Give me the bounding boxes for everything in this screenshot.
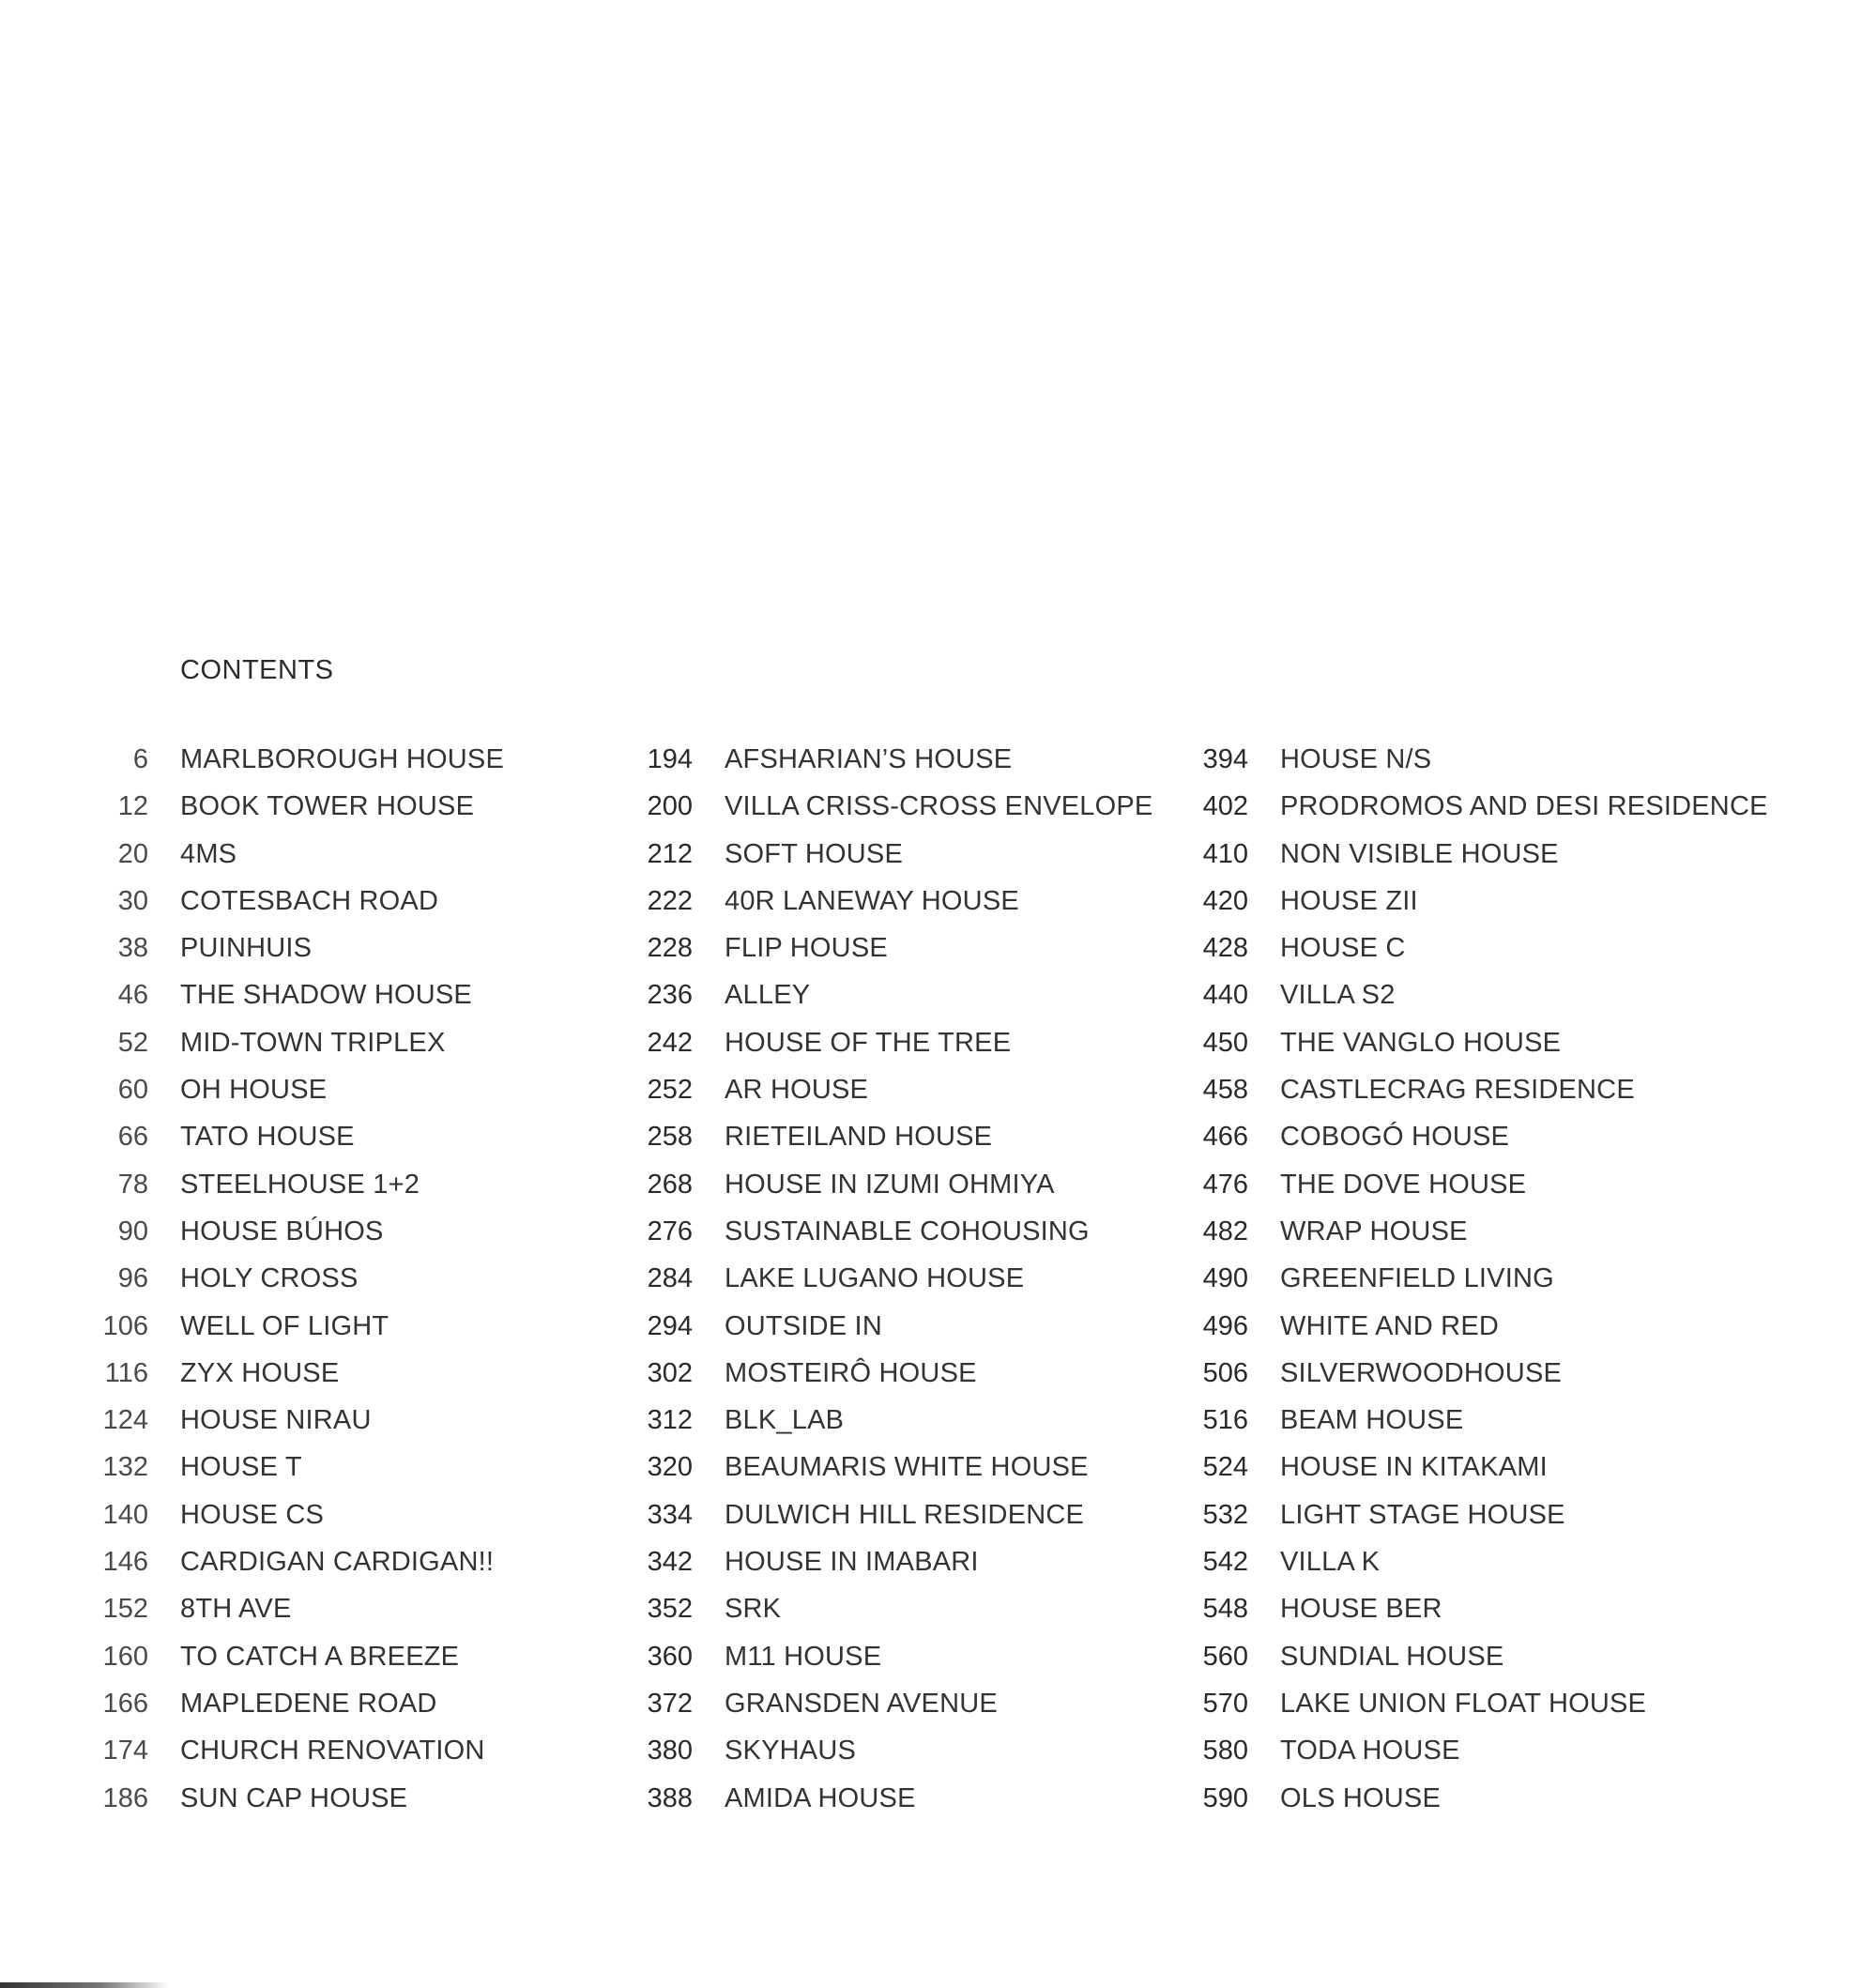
entry-title: 4MS [180,838,237,869]
entry-title: FLIP HOUSE [725,933,888,964]
entry-title: THE DOVE HOUSE [1280,1169,1527,1200]
entry-title: MID-TOWN TRIPLEX [180,1027,446,1058]
entry-page-number: 334 [647,1499,693,1530]
contents-entry [1194,1263,1768,1310]
contents-entry [1194,1028,1768,1075]
entry-title: CARDIGAN CARDIGAN!! [180,1547,495,1578]
contents-entry [1194,980,1768,1027]
contents-entry [1194,933,1768,980]
contents-entry [94,1783,504,1830]
entry-title: HOUSE BER [1280,1594,1442,1625]
entry-title: SUN CAP HOUSE [180,1782,408,1813]
contents-entry [94,1028,504,1075]
entry-title: OH HOUSE [180,1075,328,1106]
entry-title: AMIDA HOUSE [725,1782,916,1813]
entry-page-number: 440 [1202,980,1248,1011]
entry-page-number: 466 [1202,1122,1248,1153]
contents-entry [1194,1170,1768,1216]
contents-entry [638,1689,1152,1736]
contents-column-3 [1194,744,1768,1830]
entry-page-number: 284 [647,1263,693,1294]
entry-page-number: 222 [647,885,693,916]
contents-entry [94,1170,504,1216]
entry-page-number: 490 [1202,1263,1248,1294]
entry-page-number: 124 [102,1405,148,1436]
entry-page-number: 116 [104,1357,148,1388]
contents-entry [1194,1736,1768,1782]
entry-page-number: 388 [647,1782,693,1813]
entry-title: TODA HOUSE [1280,1736,1460,1766]
entry-title: OLS HOUSE [1280,1782,1442,1813]
contents-entry [94,1594,504,1641]
entry-title: SRK [725,1594,782,1625]
contents-entry [94,1405,504,1452]
contents-entry [638,886,1152,933]
entry-title: PRODROMOS AND DESI RESIDENCE [1280,791,1768,822]
entry-title: VILLA CRISS-CROSS ENVELOPE [725,791,1153,822]
contents-entry [638,1500,1152,1547]
entry-page-number: 140 [102,1499,148,1530]
entry-page-number: 548 [1202,1594,1248,1625]
entry-page-number: 166 [102,1688,148,1719]
contents-entry [1194,1783,1768,1830]
contents-entry [94,1311,504,1358]
entry-title: WRAP HOUSE [1280,1216,1468,1246]
entry-title: COBOGÓ HOUSE [1280,1122,1510,1153]
entry-title: LAKE LUGANO HOUSE [725,1263,1025,1294]
entry-title: TO CATCH A BREEZE [180,1641,460,1672]
contents-entry [94,1452,504,1499]
entry-page-number: 342 [647,1547,693,1578]
contents-entry [638,933,1152,980]
entry-title: CHURCH RENOVATION [180,1736,485,1766]
contents-entry [94,1122,504,1169]
entry-page-number: 580 [1202,1736,1248,1766]
contents-entry [94,886,504,933]
entry-title: NON VISIBLE HOUSE [1280,838,1559,869]
scan-edge-mark [0,1982,169,1988]
entry-title: RIETEILAND HOUSE [725,1122,993,1153]
entry-page-number: 570 [1202,1688,1248,1719]
entry-title: PUINHUIS [180,933,313,964]
contents-entry [1194,1311,1768,1358]
entry-page-number: 52 [117,1027,148,1058]
entry-title: SOFT HOUSE [725,838,903,869]
contents-entry [94,839,504,886]
entry-title: VILLA S2 [1280,980,1396,1011]
entry-title: MAPLEDENE ROAD [180,1688,437,1719]
entry-title: ZYX HOUSE [180,1357,340,1388]
entry-page-number: 302 [647,1357,693,1388]
entry-title: HOUSE N/S [1280,744,1432,774]
entry-page-number: 236 [647,980,693,1011]
entry-page-number: 372 [647,1688,693,1719]
entry-title: TATO HOUSE [180,1122,355,1153]
entry-title: THE SHADOW HOUSE [180,980,472,1011]
contents-entry [1194,1075,1768,1122]
entry-title: BEAUMARIS WHITE HOUSE [725,1452,1089,1483]
entry-page-number: 66 [117,1122,148,1153]
entry-title: THE VANGLO HOUSE [1280,1027,1562,1058]
contents-entry [638,1547,1152,1594]
entry-page-number: 532 [1202,1499,1248,1530]
contents-entry [638,839,1152,886]
contents-entry [1194,1594,1768,1641]
contents-entry [1194,1452,1768,1499]
entry-page-number: 482 [1202,1216,1248,1246]
contents-entry [638,1642,1152,1689]
entry-title: LIGHT STAGE HOUSE [1280,1499,1565,1530]
contents-entry [1194,1122,1768,1169]
contents-entry [1194,1547,1768,1594]
entry-page-number: 320 [647,1452,693,1483]
entry-page-number: 194 [647,744,693,774]
contents-entry [638,1736,1152,1782]
contents-entry [638,1594,1152,1641]
entry-title: AR HOUSE [725,1075,869,1106]
entry-page-number: 312 [647,1405,693,1436]
entry-page-number: 132 [102,1452,148,1483]
contents-entry [94,1642,504,1689]
entry-page-number: 352 [647,1594,693,1625]
entry-title: HOUSE IN KITAKAMI [1280,1452,1548,1483]
entry-title: 40R LANEWAY HOUSE [725,885,1019,916]
entry-page-number: 428 [1202,933,1248,964]
entry-page-number: 228 [647,933,693,964]
entry-page-number: 394 [1202,744,1248,774]
contents-entry [1194,1216,1768,1263]
entry-page-number: 46 [117,980,148,1011]
contents-entry [94,1736,504,1782]
entry-title: HOUSE IN IMABARI [725,1547,979,1578]
entry-page-number: 78 [117,1169,148,1200]
entry-title: HOUSE OF THE TREE [725,1027,1012,1058]
entry-title: BEAM HOUSE [1280,1405,1464,1436]
entry-title: HOUSE T [180,1452,302,1483]
contents-entry [1194,1642,1768,1689]
entry-title: DULWICH HILL RESIDENCE [725,1499,1085,1530]
entry-title: AFSHARIAN’S HOUSE [725,744,1013,774]
entry-page-number: 476 [1202,1169,1248,1200]
entry-page-number: 200 [647,791,693,822]
contents-entry [1194,1358,1768,1405]
contents-column-2 [638,744,1152,1830]
entry-page-number: 450 [1202,1027,1248,1058]
entry-title: CASTLECRAG RESIDENCE [1280,1075,1635,1106]
entry-page-number: 152 [102,1594,148,1625]
entry-page-number: 420 [1202,885,1248,916]
entry-page-number: 496 [1202,1310,1248,1341]
entry-title: HOUSE IN IZUMI OHMIYA [725,1169,1055,1200]
contents-entry [638,1075,1152,1122]
contents-entry [638,744,1152,791]
entry-page-number: 410 [1202,838,1248,869]
contents-entry [638,1405,1152,1452]
entry-page-number: 146 [102,1547,148,1578]
entry-page-number: 160 [102,1641,148,1672]
contents-entry [638,1170,1152,1216]
entry-title: HOUSE NIRAU [180,1405,372,1436]
contents-entry [1194,744,1768,791]
contents-entry [638,1452,1152,1499]
contents-entry [638,1028,1152,1075]
entry-page-number: 294 [647,1310,693,1341]
entry-page-number: 458 [1202,1075,1248,1106]
entry-page-number: 174 [102,1736,148,1766]
contents-entry [638,1122,1152,1169]
entry-page-number: 268 [647,1169,693,1200]
entry-title: MARLBOROUGH HOUSE [180,744,504,774]
entry-title: WHITE AND RED [1280,1310,1499,1341]
contents-entry [638,1358,1152,1405]
entry-page-number: 258 [647,1122,693,1153]
entry-title: SUSTAINABLE COHOUSING [725,1216,1090,1246]
entry-title: STEELHOUSE 1+2 [180,1169,420,1200]
contents-column-1 [94,744,504,1830]
entry-title: M11 HOUSE [725,1641,882,1672]
entry-page-number: 90 [117,1216,148,1246]
entry-title: HOUSE CS [180,1499,325,1530]
contents-heading: CONTENTS [180,655,334,685]
contents-entry [1194,1405,1768,1452]
entry-page-number: 30 [117,885,148,916]
entry-page-number: 590 [1202,1782,1248,1813]
entry-page-number: 12 [117,791,148,822]
entry-title: VILLA K [1280,1547,1381,1578]
entry-title: COTESBACH ROAD [180,885,439,916]
contents-entry [1194,1689,1768,1736]
entry-title: MOSTEIRÔ HOUSE [725,1357,977,1388]
entry-page-number: 524 [1202,1452,1248,1483]
entry-page-number: 6 [132,744,148,774]
entry-page-number: 252 [647,1075,693,1106]
entry-title: SKYHAUS [725,1736,856,1766]
entry-title: WELL OF LIGHT [180,1310,389,1341]
entry-page-number: 242 [647,1027,693,1058]
contents-entry [94,1263,504,1310]
contents-entry [94,1216,504,1263]
contents-entry [94,1500,504,1547]
entry-title: GREENFIELD LIVING [1280,1263,1554,1294]
contents-entry [638,1263,1152,1310]
entry-page-number: 360 [647,1641,693,1672]
entry-page-number: 506 [1202,1357,1248,1388]
entry-page-number: 186 [102,1782,148,1813]
entry-title: HOLY CROSS [180,1263,359,1294]
contents-entry [94,791,504,838]
entry-page-number: 560 [1202,1641,1248,1672]
contents-entry [1194,839,1768,886]
entry-title: BOOK TOWER HOUSE [180,791,475,822]
entry-title: SILVERWOODHOUSE [1280,1357,1563,1388]
entry-page-number: 212 [647,838,693,869]
contents-entry [1194,791,1768,838]
contents-entry [638,1311,1152,1358]
entry-title: HOUSE C [1280,933,1406,964]
contents-entry [94,980,504,1027]
contents-entry [94,1689,504,1736]
entry-page-number: 60 [117,1075,148,1106]
entry-page-number: 402 [1202,791,1248,822]
entry-page-number: 20 [117,838,148,869]
entry-page-number: 38 [117,933,148,964]
entry-page-number: 542 [1202,1547,1248,1578]
entry-title: OUTSIDE IN [725,1310,882,1341]
contents-entry [1194,1500,1768,1547]
entry-page-number: 96 [117,1263,148,1294]
contents-entry [94,1358,504,1405]
contents-entry [1194,886,1768,933]
entry-title: GRANSDEN AVENUE [725,1688,998,1719]
entry-title: LAKE UNION FLOAT HOUSE [1280,1688,1647,1719]
contents-entry [94,744,504,791]
contents-entry [638,1783,1152,1830]
contents-entry [638,980,1152,1027]
contents-entry [638,791,1152,838]
entry-title: BLK_LAB [725,1405,845,1436]
entry-page-number: 276 [647,1216,693,1246]
contents-entry [94,933,504,980]
entry-title: 8TH AVE [180,1594,292,1625]
entry-page-number: 516 [1202,1405,1248,1436]
entry-page-number: 380 [647,1736,693,1766]
entry-title: HOUSE BÚHOS [180,1216,384,1246]
contents-entry [94,1075,504,1122]
entry-title: ALLEY [725,980,811,1011]
contents-entry [638,1216,1152,1263]
entry-title: HOUSE ZII [1280,885,1418,916]
entry-title: SUNDIAL HOUSE [1280,1641,1504,1672]
entry-page-number: 106 [102,1310,148,1341]
contents-entry [94,1547,504,1594]
